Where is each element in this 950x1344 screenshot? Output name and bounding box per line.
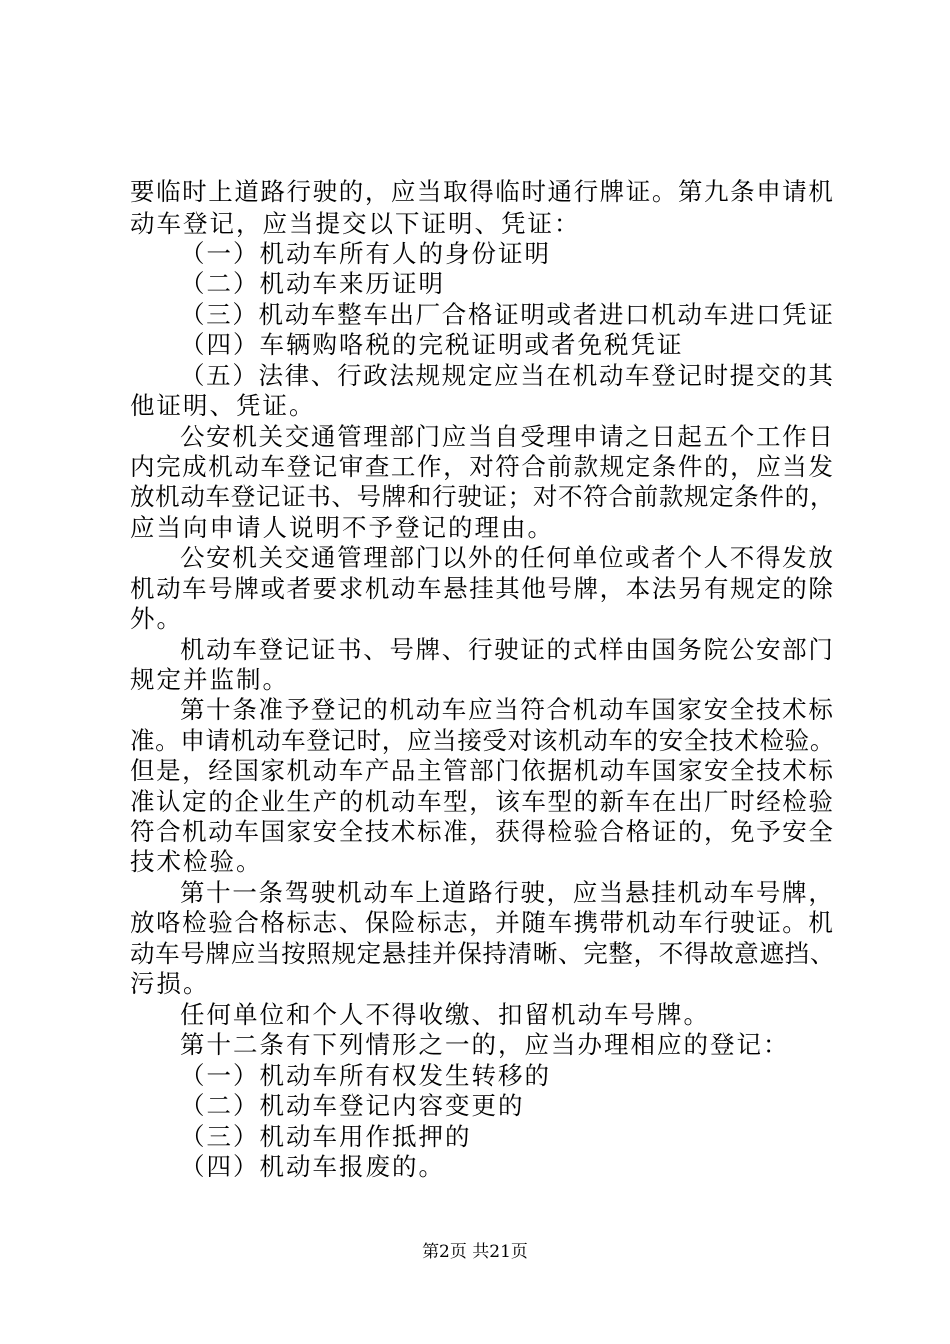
text-line: 他证明、凭证。	[130, 391, 316, 420]
text-line: 动车登记，应当提交以下证明、凭证：	[130, 209, 581, 238]
text-line: （二）机动车来历证明	[180, 269, 445, 298]
text-line: 内完成机动车登记审查工作，对符合前款规定条件的，应当发	[130, 452, 835, 481]
text-line: （一）机动车所有人的身份证明	[180, 239, 551, 268]
text-line: （四）车辆购咯税的完税证明或者免税凭证	[180, 330, 684, 359]
text-line: 放咯检验合格标志、保险标志，并随车携带机动车行驶证。机	[130, 908, 835, 937]
text-line: （二）机动车登记内容变更的	[180, 1091, 525, 1120]
text-line: （四）机动车报废的。	[180, 1152, 445, 1181]
text-line: 外。	[130, 604, 183, 633]
text-line: 第十一条驾驶机动车上道路行驶，应当悬挂机动车号牌，	[180, 878, 835, 907]
text-line: 技术检验。	[130, 847, 263, 876]
text-line: 准认定的企业生产的机动车型，该车型的新车在出厂时经检验	[130, 787, 835, 816]
text-line: 动车号牌应当按照规定悬挂并保持清晰、完整，不得故意遮挡、	[130, 939, 835, 968]
page-footer: 第2页 共21页	[422, 1242, 528, 1262]
text-line: 机动车登记证书、号牌、行驶证的式样由国务院公安部门	[180, 635, 835, 664]
text-line: 放机动车登记证书、号牌和行驶证；对不符合前款规定条件的，	[130, 482, 835, 511]
text-line: 应当向申请人说明不予登记的理由。	[130, 513, 554, 542]
text-line: 机动车号牌或者要求机动车悬挂其他号牌，本法另有规定的除	[130, 574, 835, 603]
text-line: 但是，经国家机动车产品主管部门依据机动车国家安全技术标	[130, 756, 835, 785]
text-line: （五）法律、行政法规规定应当在机动车登记时提交的其	[180, 361, 835, 390]
text-line: （三）机动车整车出厂合格证明或者进口机动车进口凭证	[180, 300, 835, 329]
text-line: 规定并监制。	[130, 665, 289, 694]
text-line: 公安机关交通管理部门应当自受理申请之日起五个工作日	[180, 422, 835, 451]
text-line: 要临时上道路行驶的，应当取得临时通行牌证。第九条申请机	[130, 177, 835, 206]
text-line: 任何单位和个人不得收缴、扣留机动车号牌。	[180, 1000, 710, 1029]
text-line: 公安机关交通管理部门以外的任何单位或者个人不得发放	[180, 543, 835, 572]
text-line: 符合机动车国家安全技术标准，获得检验合格证的，免予安全	[130, 817, 835, 846]
text-line: 第十条准予登记的机动车应当符合机动车国家安全技术标	[180, 695, 835, 724]
text-line: 污损。	[130, 969, 210, 998]
text-line: （一）机动车所有权发生转移的	[180, 1061, 551, 1090]
text-line: 准。申请机动车登记时，应当接受对该机动车的安全技术检验。	[130, 726, 835, 755]
text-line: 第十二条有下列情形之一的，应当办理相应的登记：	[180, 1030, 790, 1059]
text-line: （三）机动车用作抵押的	[180, 1122, 472, 1151]
